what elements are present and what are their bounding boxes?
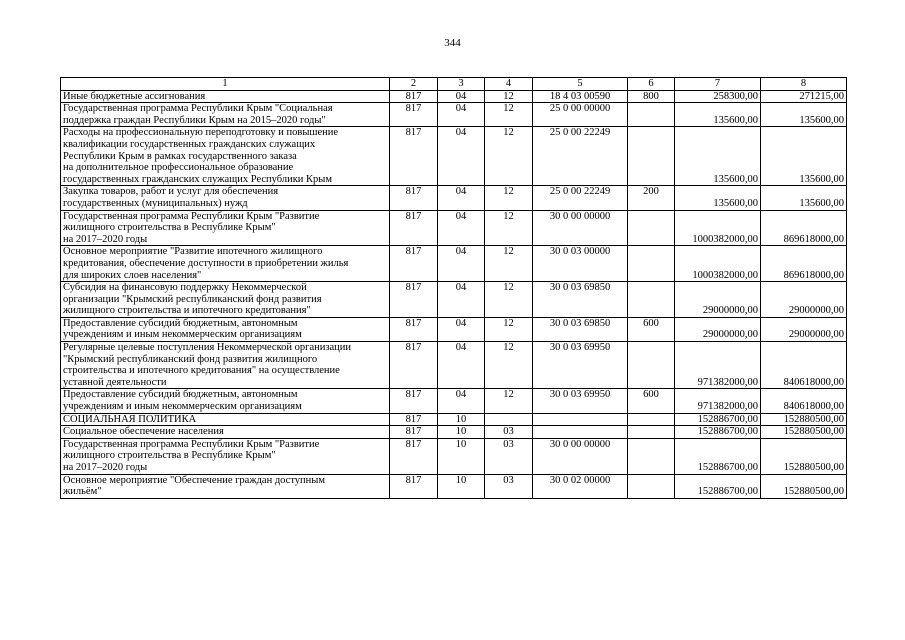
page-number: 344 (444, 37, 461, 49)
row-amount-col8: 152880500,00 (761, 474, 847, 498)
row-code-target: 25 0 00 22249 (533, 186, 628, 210)
row-code-admin: 817 (390, 246, 438, 282)
table-row (61, 474, 847, 498)
row-code-section: 10 (438, 438, 485, 474)
row-amount-col8: 869618000,00 (761, 210, 847, 246)
row-code-subsection: 03 (485, 426, 533, 439)
table-row (61, 342, 847, 389)
header-cell: 3 (438, 78, 485, 91)
row-amount-col7: 135600,00 (675, 127, 761, 186)
row-amount-col8: 29000000,00 (761, 317, 847, 341)
table-row (61, 426, 847, 439)
row-code-subsection: 12 (485, 103, 533, 127)
row-name: Субсидия на финансовую поддержку Некоммерческой организации "Крымский республиканский фонд развития жилищного строительства и ипотечного кредитования" (61, 282, 390, 318)
row-code-admin: 817 (390, 426, 438, 439)
row-amount-col8: 135600,00 (761, 186, 847, 210)
row-code-subsection: 12 (485, 186, 533, 210)
row-code-target: 30 0 03 00000 (533, 246, 628, 282)
row-code-type: 600 (628, 317, 675, 341)
row-name: Регулярные целевые поступления Некоммерческой организации "Крымский республиканский фонд развития жилищного строительства и ипотечного кредитования" на осуществление уставной деятельности (61, 342, 390, 389)
row-code-target: 18 4 03 00590 (533, 90, 628, 103)
table-row (61, 127, 847, 186)
row-code-target: 30 0 03 69850 (533, 317, 628, 341)
row-name: Предоставление субсидий бюджетным, автономным учреждениям и иным некоммерческим организациям (61, 389, 390, 413)
row-code-subsection: 12 (485, 342, 533, 389)
row-code-section: 04 (438, 186, 485, 210)
row-code-section: 10 (438, 413, 485, 426)
row-code-section: 04 (438, 103, 485, 127)
row-name: Государственная программа Республики Крым "Социальная поддержка граждан Республики Крым на 2015–2020 годы" (61, 103, 390, 127)
header-cell: 8 (761, 78, 847, 91)
row-code-type: 600 (628, 389, 675, 413)
row-code-section: 10 (438, 426, 485, 439)
row-amount-col7: 135600,00 (675, 103, 761, 127)
row-amount-col8: 152880500,00 (761, 438, 847, 474)
row-code-target: 30 0 00 00000 (533, 210, 628, 246)
row-code-admin: 817 (390, 186, 438, 210)
row-code-target: 30 0 02 00000 (533, 474, 628, 498)
header-row (61, 78, 847, 91)
row-code-admin: 817 (390, 282, 438, 318)
row-amount-col7: 29000000,00 (675, 317, 761, 341)
row-code-type: 800 (628, 90, 675, 103)
row-code-admin: 817 (390, 103, 438, 127)
row-amount-col8: 152880500,00 (761, 413, 847, 426)
row-code-section: 04 (438, 317, 485, 341)
header-cell: 7 (675, 78, 761, 91)
row-code-subsection: 03 (485, 438, 533, 474)
header-cell: 1 (61, 78, 390, 91)
row-code-target: 25 0 00 00000 (533, 103, 628, 127)
row-code-target: 25 0 00 22249 (533, 127, 628, 186)
row-name: Предоставление субсидий бюджетным, автономным учреждениям и иным некоммерческим организациям (61, 317, 390, 341)
row-code-subsection (485, 413, 533, 426)
row-code-type (628, 413, 675, 426)
budget-table (60, 77, 847, 499)
row-name: Основное мероприятие "Обеспечение граждан доступным жильём" (61, 474, 390, 498)
row-code-section: 10 (438, 474, 485, 498)
row-code-subsection: 12 (485, 210, 533, 246)
row-amount-col8: 869618000,00 (761, 246, 847, 282)
header-cell: 4 (485, 78, 533, 91)
row-code-section: 04 (438, 282, 485, 318)
table-row (61, 210, 847, 246)
row-amount-col8: 135600,00 (761, 127, 847, 186)
row-name: Государственная программа Республики Крым "Развитие жилищного строительства в Республике Крым" на 2017–2020 годы (61, 438, 390, 474)
row-name: Основное мероприятие "Развитие ипотечного жилищного кредитования, обеспечение доступности в приобретении жилья для широких слоев населения" (61, 246, 390, 282)
row-amount-col7: 152886700,00 (675, 413, 761, 426)
header-cell: 2 (390, 78, 438, 91)
row-code-target (533, 426, 628, 439)
row-amount-col7: 971382000,00 (675, 389, 761, 413)
row-code-subsection: 12 (485, 246, 533, 282)
row-code-type (628, 342, 675, 389)
row-code-subsection: 12 (485, 90, 533, 103)
row-code-type (628, 210, 675, 246)
row-name: Социальное обеспечение населения (61, 426, 390, 439)
row-amount-col8: 29000000,00 (761, 282, 847, 318)
table-row (61, 413, 847, 426)
row-amount-col8: 840618000,00 (761, 342, 847, 389)
row-code-type: 200 (628, 186, 675, 210)
row-amount-col8: 271215,00 (761, 90, 847, 103)
row-code-target: 30 0 03 69850 (533, 282, 628, 318)
row-code-admin: 817 (390, 90, 438, 103)
row-amount-col7: 152886700,00 (675, 438, 761, 474)
row-code-subsection: 12 (485, 282, 533, 318)
row-amount-col8: 135600,00 (761, 103, 847, 127)
table-row (61, 186, 847, 210)
row-code-admin: 817 (390, 127, 438, 186)
row-code-subsection: 12 (485, 389, 533, 413)
table-row (61, 317, 847, 341)
row-amount-col7: 971382000,00 (675, 342, 761, 389)
row-code-type (628, 426, 675, 439)
row-code-section: 04 (438, 90, 485, 103)
row-code-target: 30 0 00 00000 (533, 438, 628, 474)
row-code-type (628, 127, 675, 186)
row-amount-col7: 152886700,00 (675, 426, 761, 439)
row-code-section: 04 (438, 389, 485, 413)
row-code-section: 04 (438, 342, 485, 389)
row-code-subsection: 12 (485, 127, 533, 186)
row-code-target (533, 413, 628, 426)
row-code-section: 04 (438, 127, 485, 186)
row-code-subsection: 12 (485, 317, 533, 341)
row-code-target: 30 0 03 69950 (533, 342, 628, 389)
row-amount-col7: 135600,00 (675, 186, 761, 210)
row-amount-col7: 29000000,00 (675, 282, 761, 318)
row-code-admin: 817 (390, 438, 438, 474)
row-code-type (628, 438, 675, 474)
header-cell: 6 (628, 78, 675, 91)
table-row (61, 438, 847, 474)
row-code-type (628, 103, 675, 127)
row-name: Расходы на профессиональную переподготовку и повышение квалификации государственных гражданских служащих Республики Крым в рамках государственного заказа на дополнительное профессиональное образование государственных гражданских служащих Республики Крым (61, 127, 390, 186)
table-row (61, 90, 847, 103)
row-amount-col7: 1000382000,00 (675, 246, 761, 282)
row-code-type (628, 474, 675, 498)
row-code-admin: 817 (390, 413, 438, 426)
row-amount-col7: 152886700,00 (675, 474, 761, 498)
row-amount-col8: 840618000,00 (761, 389, 847, 413)
row-code-admin: 817 (390, 342, 438, 389)
table-row (61, 246, 847, 282)
row-code-subsection: 03 (485, 474, 533, 498)
row-name: Государственная программа Республики Крым "Развитие жилищного строительства в Республике Крым" на 2017–2020 годы (61, 210, 390, 246)
table-row (61, 389, 847, 413)
row-code-admin: 817 (390, 474, 438, 498)
row-code-admin: 817 (390, 210, 438, 246)
row-name: Закупка товаров, работ и услуг для обеспечения государственных (муниципальных) нужд (61, 186, 390, 210)
row-name: Иные бюджетные ассигнования (61, 90, 390, 103)
row-amount-col7: 1000382000,00 (675, 210, 761, 246)
row-code-section: 04 (438, 210, 485, 246)
row-code-target: 30 0 03 69950 (533, 389, 628, 413)
table-row (61, 282, 847, 318)
row-code-section: 04 (438, 246, 485, 282)
row-amount-col7: 258300,00 (675, 90, 761, 103)
row-amount-col8: 152880500,00 (761, 426, 847, 439)
header-cell: 5 (533, 78, 628, 91)
row-code-type (628, 282, 675, 318)
row-code-admin: 817 (390, 317, 438, 341)
row-code-admin: 817 (390, 389, 438, 413)
row-name: СОЦИАЛЬНАЯ ПОЛИТИКА (61, 413, 390, 426)
row-code-type (628, 246, 675, 282)
table-row (61, 103, 847, 127)
